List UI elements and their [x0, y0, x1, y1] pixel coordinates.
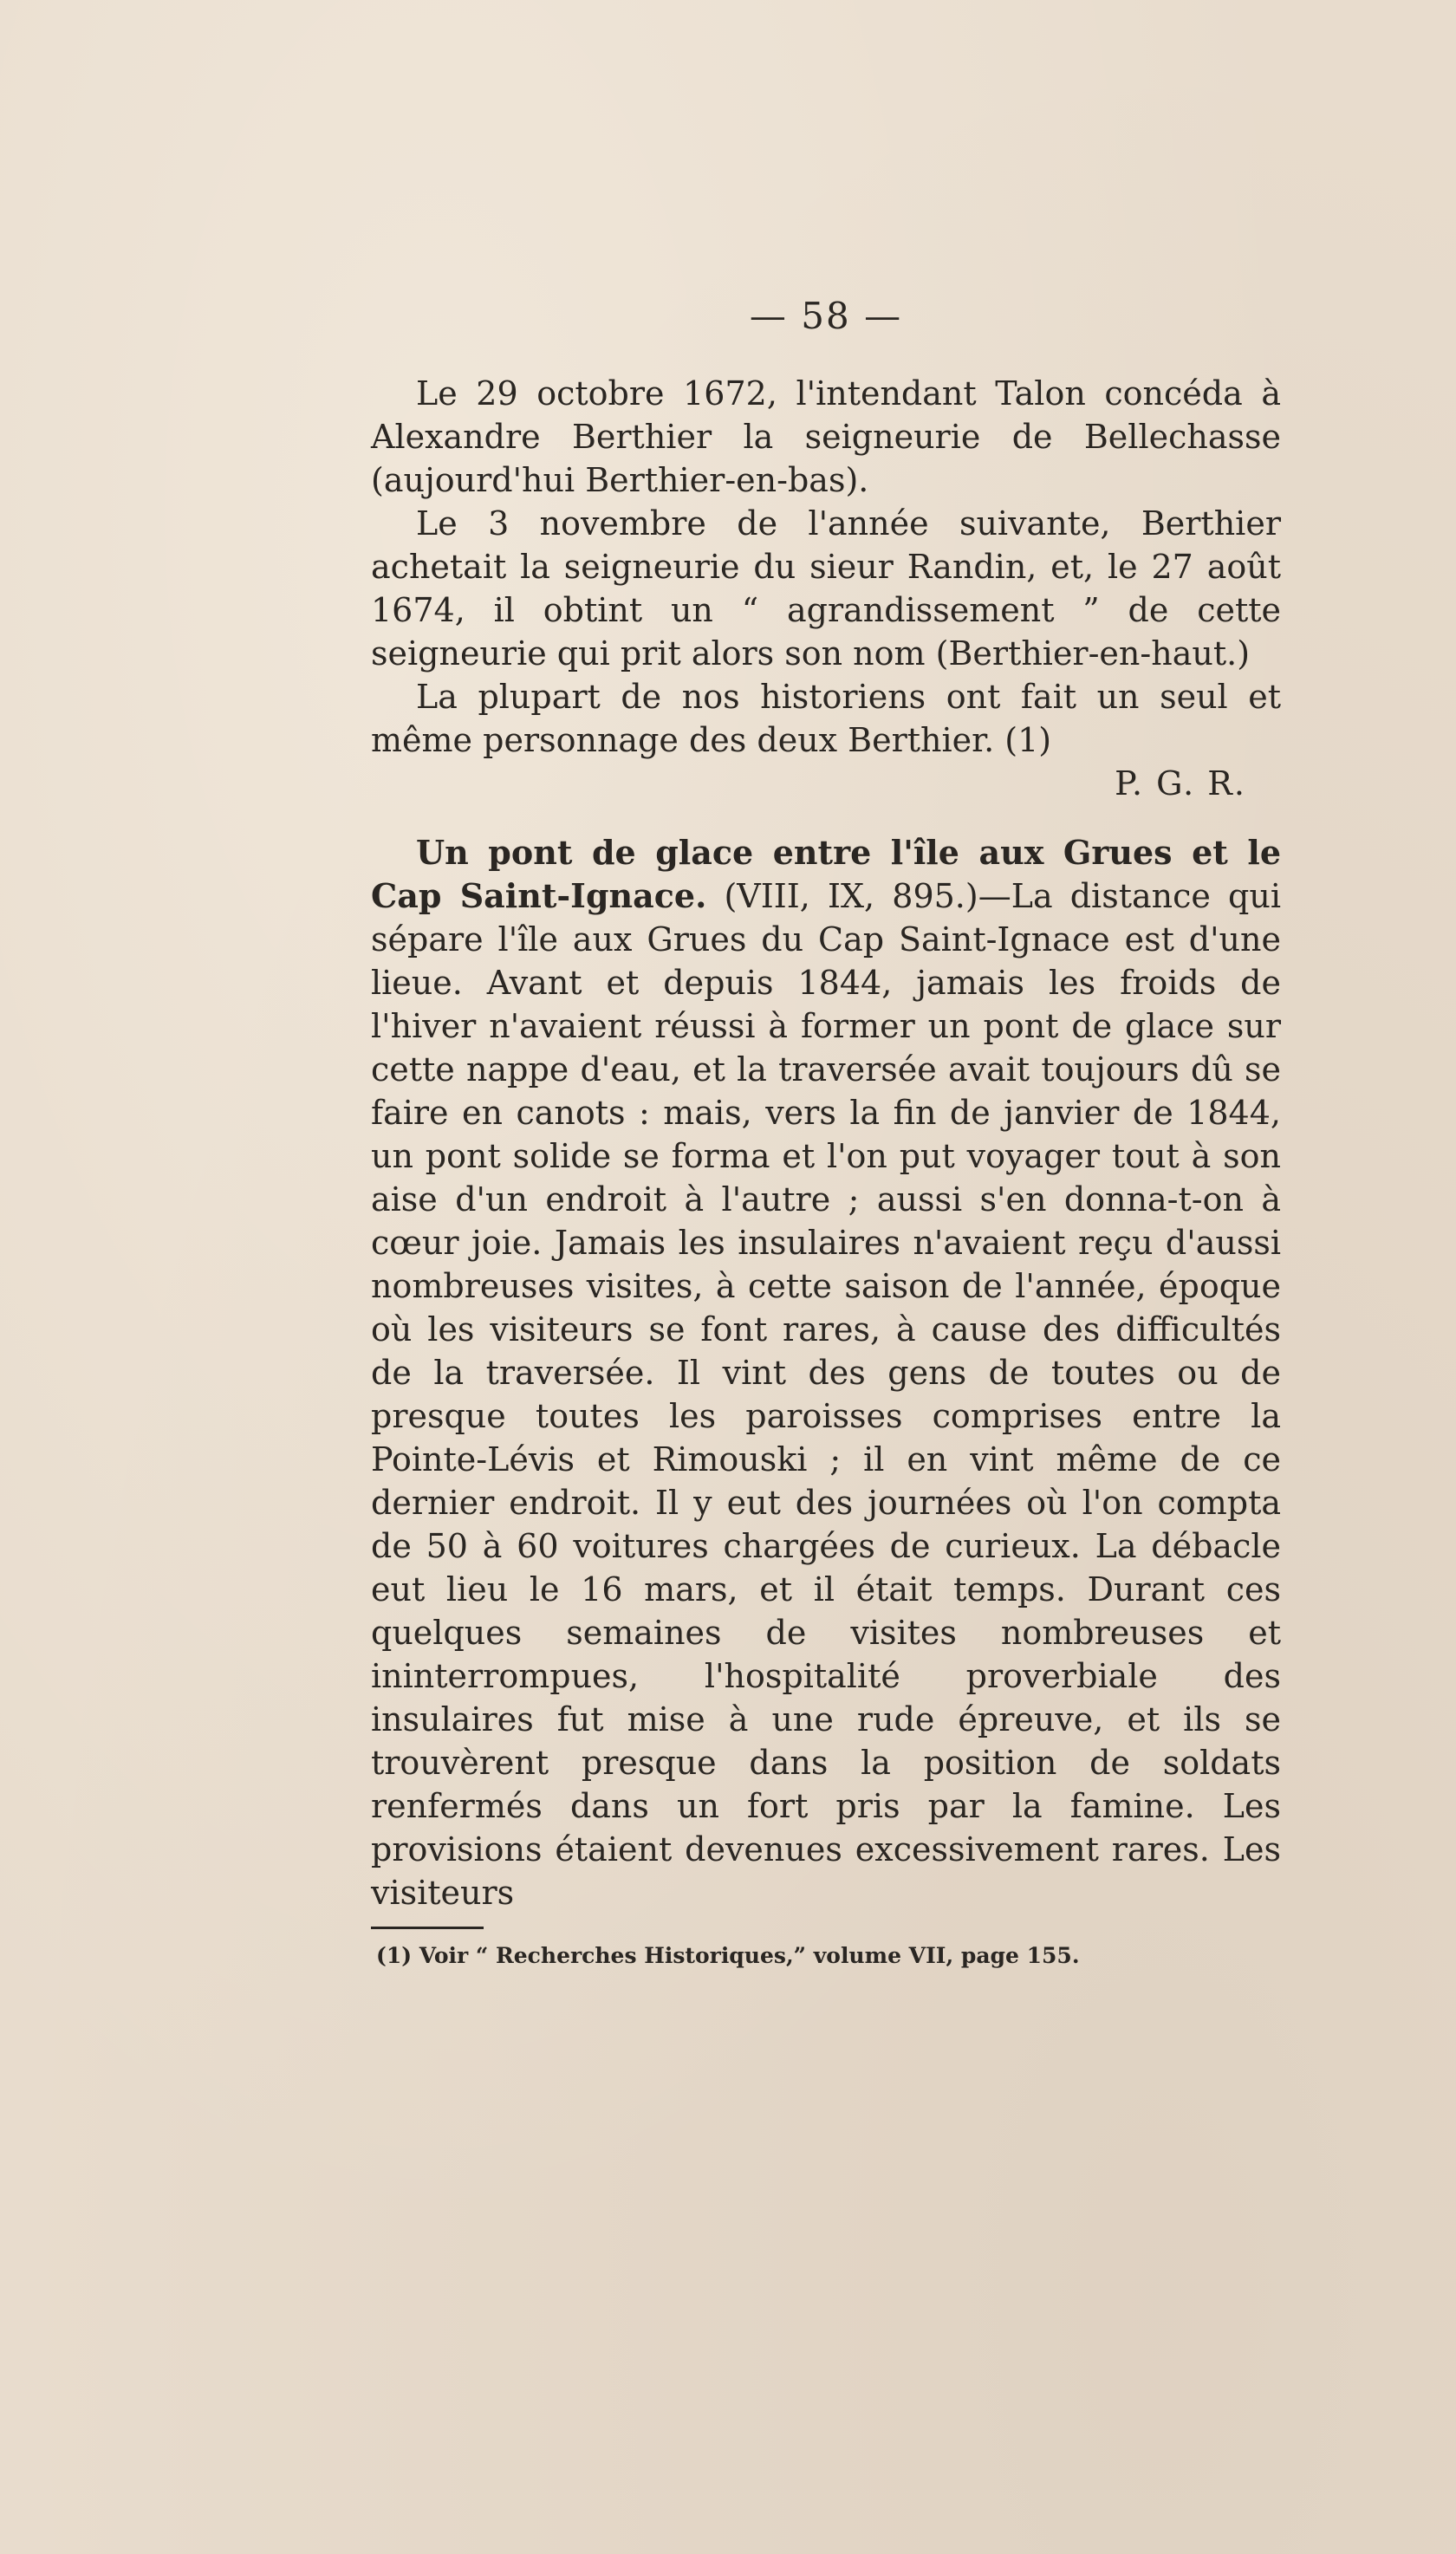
- article-body: —La distance qui sépare l'île aux Grues du Cap Saint-Ignace est d'une lieue. Avant et depuis 1844, jamais les froids de l'hiver n'avaient réussi à former un pont de glace sur cette nappe d'eau, et la traversée avait toujours dû se faire en canots : mais, vers la fin de janvier de 1844, un pont solide se forma et l'on put voyager tout à son aise d'un endroit à l'autre ; aussi s'en donna-t-on à cœur joie. Jamais les insulaires n'avaient reçu d'aussi nombreuses visites, à cette saison de l'année, époque où les visiteurs se font rares, à cause des difficultés de la traversée. Il vint des gens de toutes ou de presque toutes les paroisses comprises entre la Pointe-Lévis et Rimouski ; il en vint même de ce dernier endroit. Il y eut des journées où l'on compta de 50 à 60 voitures chargées de curieux. La débacle eut lieu le 16 mars, et il était temps. Durant ces quelques semaines de visites nombreuses et ininterrompues, l'hospitalité proverbiale des insulaires fut mise à une rude épreuve, et ils se trouvèrent presque dans la position de soldats renfermés dans un fort pris par la famine. Les provisions étaient devenues excessivement rares. Les visiteurs: [371, 877, 1281, 1912]
- article-paragraph: [371, 831, 1281, 1914]
- paragraph-3: La plupart de nos historiens ont fait un seul et même personnage des deux Berthier. (1): [371, 678, 1281, 759]
- author-signature: P. G. R.: [1115, 764, 1246, 803]
- article-title: Un pont de glace entre l'île aux Grues et le Cap Saint-Ignace.: [371, 833, 1281, 915]
- footnote-divider: [371, 1927, 484, 1929]
- page-number: — 58 —: [749, 295, 903, 337]
- paragraph-2: Le 3 novembre de l'année suivante, Berthier achetait la seigneurie du sieur Randin, et, le 27 août 1674, il obtint un “ agrandissement ” de cette seigneurie qui prit alors son nom (Berthier-en-haut.): [371, 504, 1281, 673]
- footnote: (1) Voir “ Recherches Historiques,” volume VII, page 155.: [376, 1943, 1080, 1968]
- text-block: [371, 295, 1281, 1971]
- article-reference: (VIII, IX, 895.): [724, 877, 978, 915]
- paragraph-1: Le 29 octobre 1672, l'intendant Talon concéda à Alexandre Berthier la seigneurie de Bellechasse (aujourd'hui Berthier-en-bas).: [371, 374, 1281, 499]
